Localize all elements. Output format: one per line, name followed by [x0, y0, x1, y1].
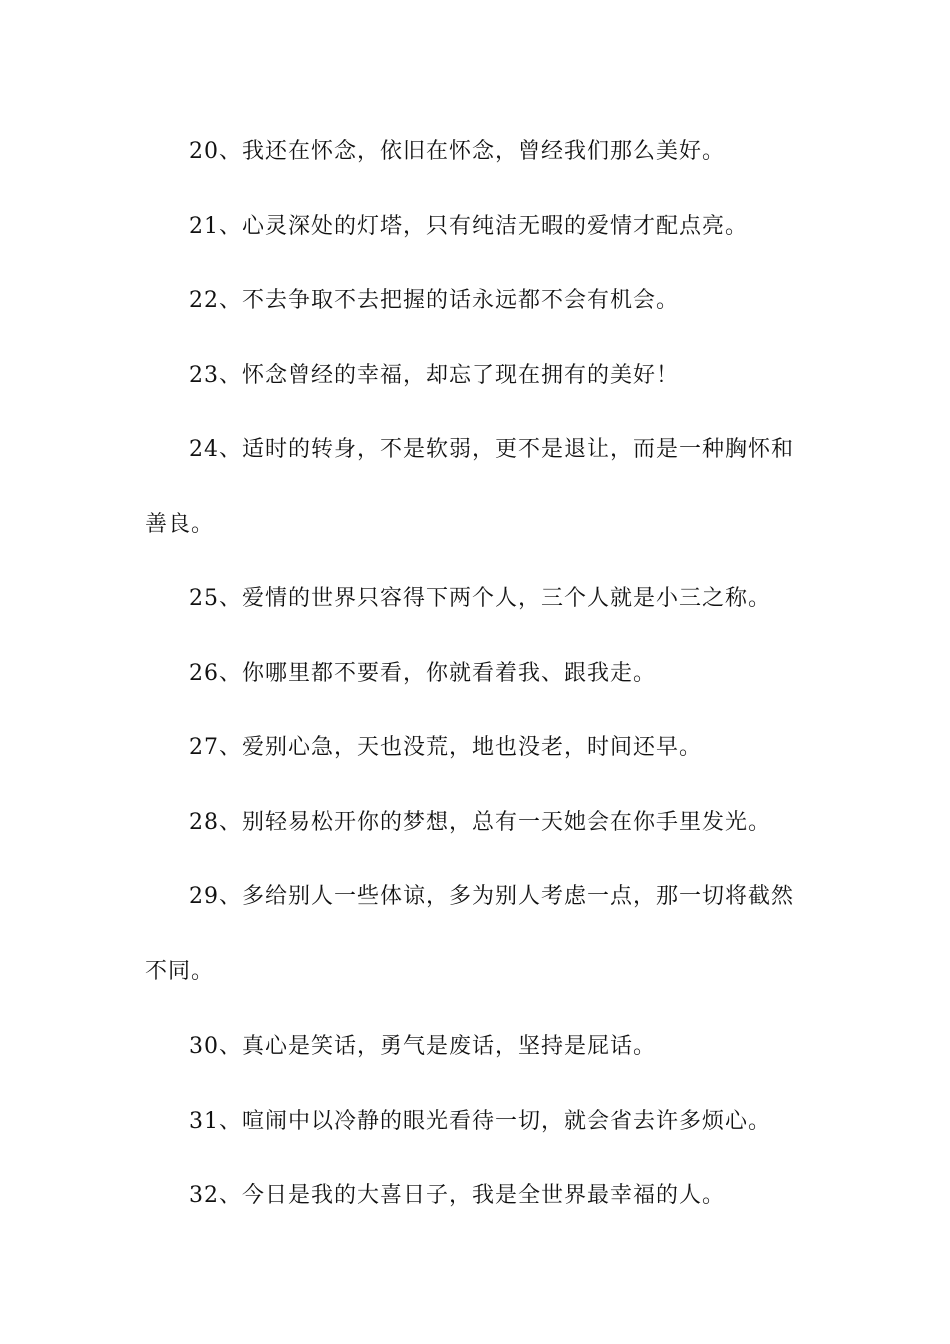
- paragraph-30: 30、真心是笑话，勇气是废话，坚持是屁话。: [189, 1034, 656, 1059]
- paragraph-20: 20、我还在怀念，依旧在怀念，曾经我们那么美好。: [189, 139, 725, 164]
- paragraph-31: 31、喧闹中以冷静的眼光看待一切，就会省去许多烦心。: [189, 1109, 771, 1134]
- paragraph-32: 32、今日是我的大喜日子，我是全世界最幸福的人。: [189, 1183, 725, 1208]
- paragraph-27: 27、爱别心急，天也没荒，地也没老，时间还早。: [189, 735, 702, 760]
- paragraph-23: 23、怀念曾经的幸福，却忘了现在拥有的美好！: [189, 363, 679, 388]
- paragraph-22: 22、不去争取不去把握的话永远都不会有机会。: [189, 288, 679, 313]
- paragraph-29: 29、多给别人一些体谅，多为别人考虑一点，那一切将截然不同。: [145, 884, 794, 984]
- paragraph-26: 26、你哪里都不要看，你就看着我、跟我走。: [189, 661, 656, 686]
- paragraph-21: 21、心灵深处的灯塔，只有纯洁无暇的爱情才配点亮。: [189, 214, 748, 239]
- paragraph-28: 28、别轻易松开你的梦想，总有一天她会在你手里发光。: [189, 810, 771, 835]
- paragraph-24: 24、适时的转身，不是软弱，更不是退让，而是一种胸怀和善良。: [145, 437, 794, 537]
- paragraph-25: 25、爱情的世界只容得下两个人，三个人就是小三之称。: [189, 586, 771, 611]
